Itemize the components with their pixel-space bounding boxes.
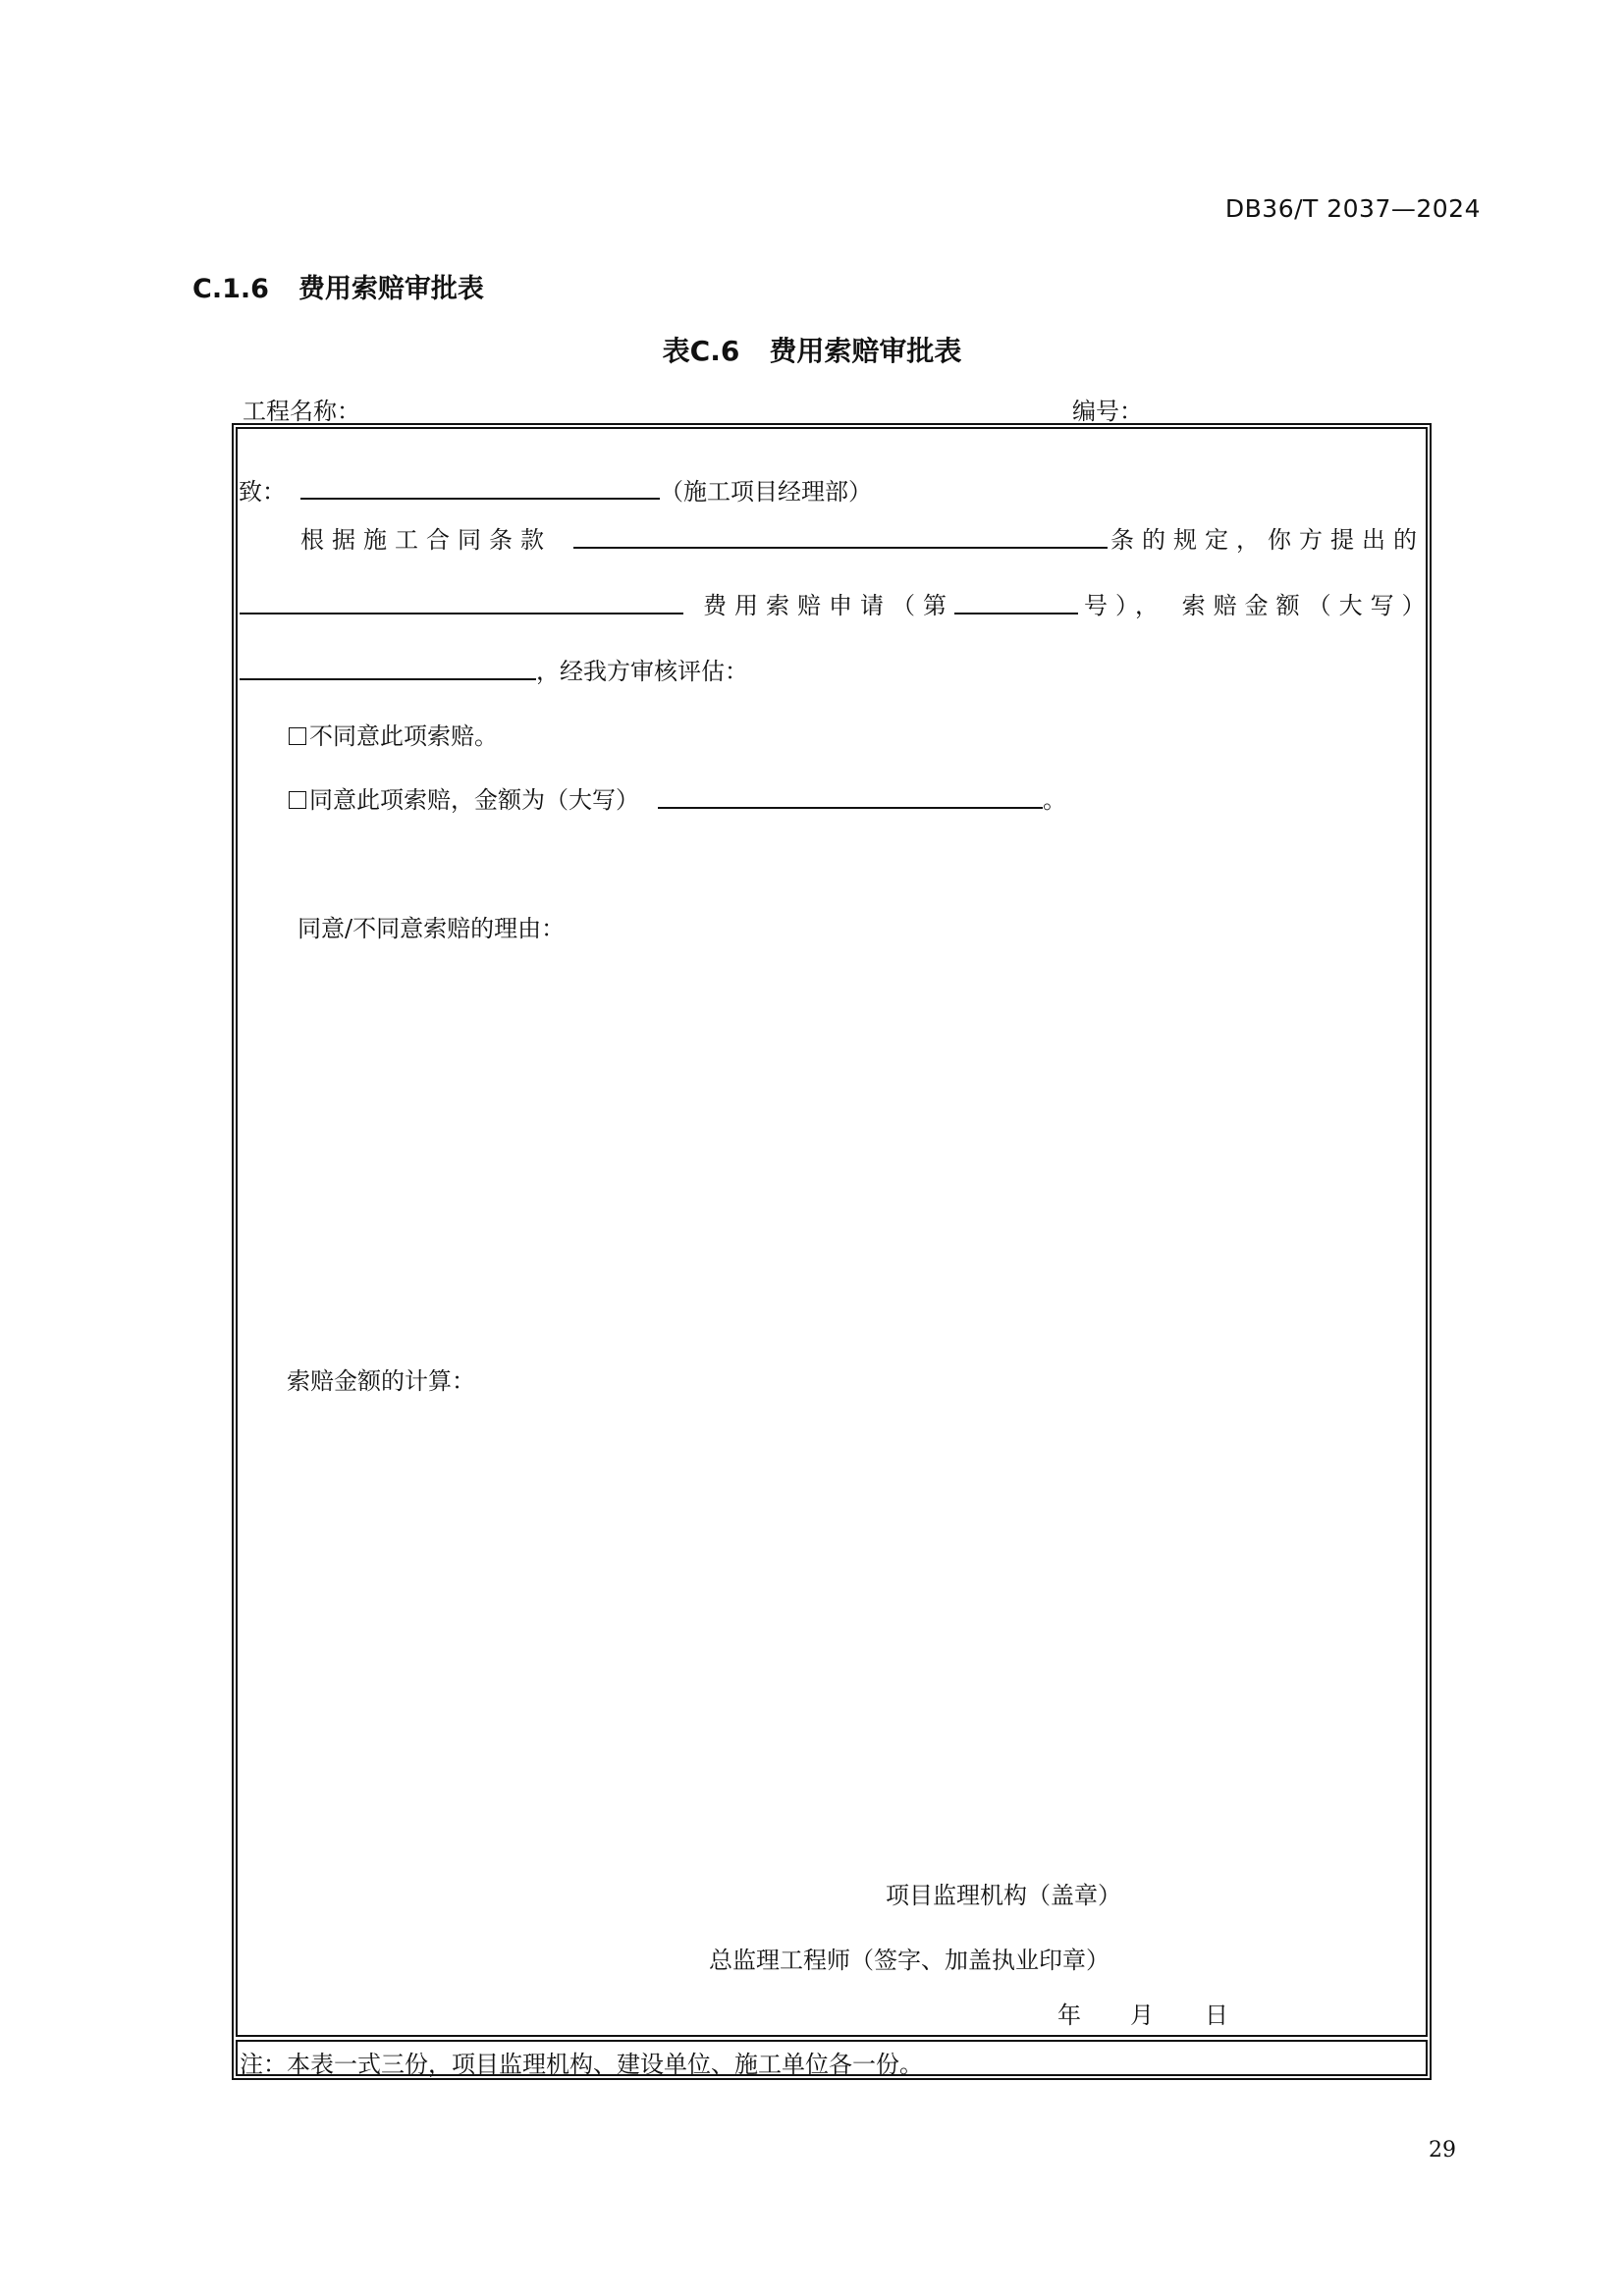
date-day: 日 bbox=[1205, 2002, 1228, 2029]
approved-amount-blank[interactable] bbox=[658, 807, 1043, 809]
note-text: 注：本表一式三份，项目监理机构、建设单位、施工单位各一份。 bbox=[240, 2051, 923, 2078]
calculation-label: 索赔金额的计算： bbox=[287, 1367, 475, 1395]
reason-label: 同意/不同意索赔的理由： bbox=[298, 915, 566, 942]
claim-application-text: 费用索赔申请（第 bbox=[703, 592, 954, 619]
claim-amount-blank[interactable] bbox=[240, 678, 536, 680]
contract-clause-prefix: 根据施工合同条款 bbox=[300, 526, 552, 554]
table-number: 表C.6 bbox=[662, 335, 740, 367]
serial-number-label: 编号： bbox=[1072, 398, 1143, 425]
option-agree-end: 。 bbox=[1043, 786, 1066, 814]
supervision-org-seal: 项目监理机构（盖章） bbox=[886, 1882, 1121, 1909]
chief-engineer-signature: 总监理工程师（签字、加盖执业印章） bbox=[709, 1947, 1110, 1974]
project-name-label: 工程名称： bbox=[243, 398, 360, 425]
claim-reason-blank[interactable] bbox=[240, 613, 683, 614]
contract-clause-suffix: 条的规定，你方提出的 bbox=[1110, 526, 1425, 554]
section-number: C.1.6 bbox=[192, 274, 269, 304]
review-text: ，经我方审核评估： bbox=[536, 658, 748, 685]
section-title: 费用索赔审批表 bbox=[298, 274, 484, 304]
to-label: 致： bbox=[239, 478, 286, 506]
application-number-blank[interactable] bbox=[954, 613, 1078, 614]
date-month: 月 bbox=[1130, 2002, 1154, 2029]
recipient-blank[interactable] bbox=[300, 498, 660, 500]
table-title-text: 费用索赔审批表 bbox=[769, 335, 962, 367]
table-title bbox=[0, 330, 1624, 369]
option-agree[interactable] bbox=[289, 780, 639, 815]
date-year: 年 bbox=[1057, 2002, 1081, 2029]
section-heading bbox=[192, 267, 484, 305]
option-disagree[interactable] bbox=[289, 717, 498, 751]
option-disagree-label: 不同意此项索赔。 bbox=[309, 722, 498, 750]
page-number: 29 bbox=[1429, 2138, 1456, 2163]
option-agree-label: 同意此项索赔，金额为（大写） bbox=[309, 786, 639, 814]
agree-checkbox[interactable] bbox=[289, 791, 306, 809]
contract-clause-blank[interactable] bbox=[573, 547, 1108, 549]
document-code: DB36/T 2037—2024 bbox=[1224, 194, 1481, 223]
claim-amount-text: 号）， 索赔金额（大写） bbox=[1084, 592, 1434, 619]
form-body bbox=[236, 427, 1428, 2037]
disagree-checkbox[interactable] bbox=[289, 727, 306, 745]
recipient-suffix: （施工项目经理部） bbox=[660, 478, 872, 506]
